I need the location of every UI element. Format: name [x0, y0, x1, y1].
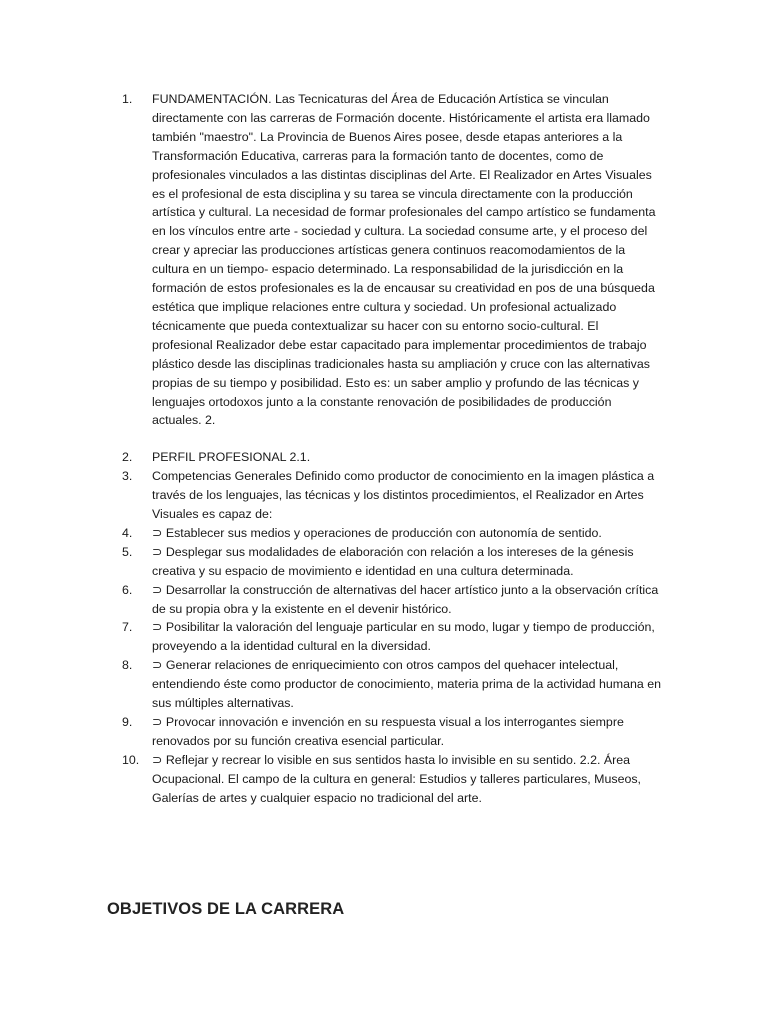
list-number: 8.	[122, 658, 133, 673]
list-text: ⊃ Desplegar sus modalidades de elaboración con relación a los intereses de la génesis creativa y su espacio de movimiento e identidad en una cultura determinada.	[152, 544, 634, 578]
list-item-8	[122, 656, 662, 713]
list-text: Competencias Generales Definido como productor de conocimiento en la imagen plástica a través de los lenguajes, las técnicas y los distintos procedimientos, el Realizador en Artes Visuales es capaz de:	[152, 469, 655, 522]
list-text: ⊃ Posibilitar la valoración del lenguaje particular en su modo, lugar y tiempo de producción, proveyendo a la identidad cultural en la diversidad.	[152, 620, 655, 654]
list-text: ⊃ Desarrollar la construcción de alternativas del hacer artístico junto a la observación crítica de su propia obra y la existente en el devenir histórico.	[152, 582, 659, 616]
list-text: ⊃ Provocar innovación e invención en su respuesta visual a los interrogantes siempre renovados por su función creativa esencial particular.	[152, 715, 624, 748]
list-item-1	[122, 90, 662, 430]
list-item-2	[122, 448, 662, 467]
list-text: ⊃ Reflejar y recrear lo visible en sus sentidos hasta lo invisible en su sentido. 2.2. Área Ocupacional. El campo de la cultura en general: Estudios y talleres particulares, Museos, Galerías de artes y cualquier espacio no tradicional del arte.	[152, 752, 641, 805]
list-number: 9.	[122, 715, 133, 729]
list-text: ⊃ Establecer sus medios y operaciones de producción con autonomía de sentido.	[152, 525, 602, 540]
list-item-6	[122, 581, 662, 619]
list-item-9	[122, 713, 662, 751]
list-item-3	[122, 467, 662, 524]
list-number: 7.	[122, 620, 133, 635]
list-number: 1.	[122, 92, 133, 106]
list-number: 2.	[122, 450, 133, 465]
list-item-4	[122, 524, 662, 543]
section-heading: OBJETIVOS DE LA CARRERA	[107, 900, 345, 918]
paragraph-gap	[122, 430, 662, 448]
list-text: PERFIL PROFESIONAL 2.1.	[152, 450, 311, 465]
list-number: 10.	[122, 752, 140, 767]
list-text: ⊃ Generar relaciones de enriquecimiento con otros campos del quehacer intelectual, entendiendo éste como productor de conocimiento, materia prima de la actividad humana en sus múltiples alternativas.	[152, 658, 662, 711]
list-item-10	[122, 751, 662, 808]
list-number: 5.	[122, 544, 133, 559]
list-item-5	[122, 543, 662, 581]
list-item-7	[122, 618, 662, 656]
list-number: 6.	[122, 582, 133, 597]
numbered-list	[122, 90, 662, 808]
list-text: FUNDAMENTACIÓN. Las Tecnicaturas del Área de Educación Artística se vinculan directamente con las carreras de Formación docente. Históricamente el artista era llamado también "maestro". La Provincia de Buenos Aires posee, desde etapas anteriores a la Transformación Educativa, carreras para la formación tanto de docentes, como de profesionales vinculados a las distintas disciplinas del Arte. El Realizador en Artes Visuales es el profesional de esta disciplina y su tarea se vincula directamente con la producción artística y cultural. La necesidad de formar profesionales del campo artístico se fundamenta en los vínculos entre arte - sociedad y cultura. La sociedad consume arte, y el proceso del crear y apreciar las producciones artísticas genera continuos reacomodamientos de la cultura en un tiempo- espacio determinado. La responsabilidad de la jurisdicción en la formación de estos profesionales es la de encausar su creatividad en pos de una búsqueda estética que implique relaciones entre cultura y sociedad. Un profesional actualizado técnicamente que pueda contextualizar su hacer con su entorno socio-cultural. El profesional Realizador debe estar capacitado para implementar procedimientos de trabajo plástico desde las disciplinas tradicionales hasta su ampliación y cruce con las alternativas propias de su tiempo y posibilidad. Esto es: un saber amplio y profundo de las técnicas y lenguajes ortodoxos junto a la constante renovación de posibilidades de producción actuales. 2.	[152, 92, 656, 428]
list-number: 4.	[122, 525, 133, 540]
list-number: 3.	[122, 469, 133, 484]
